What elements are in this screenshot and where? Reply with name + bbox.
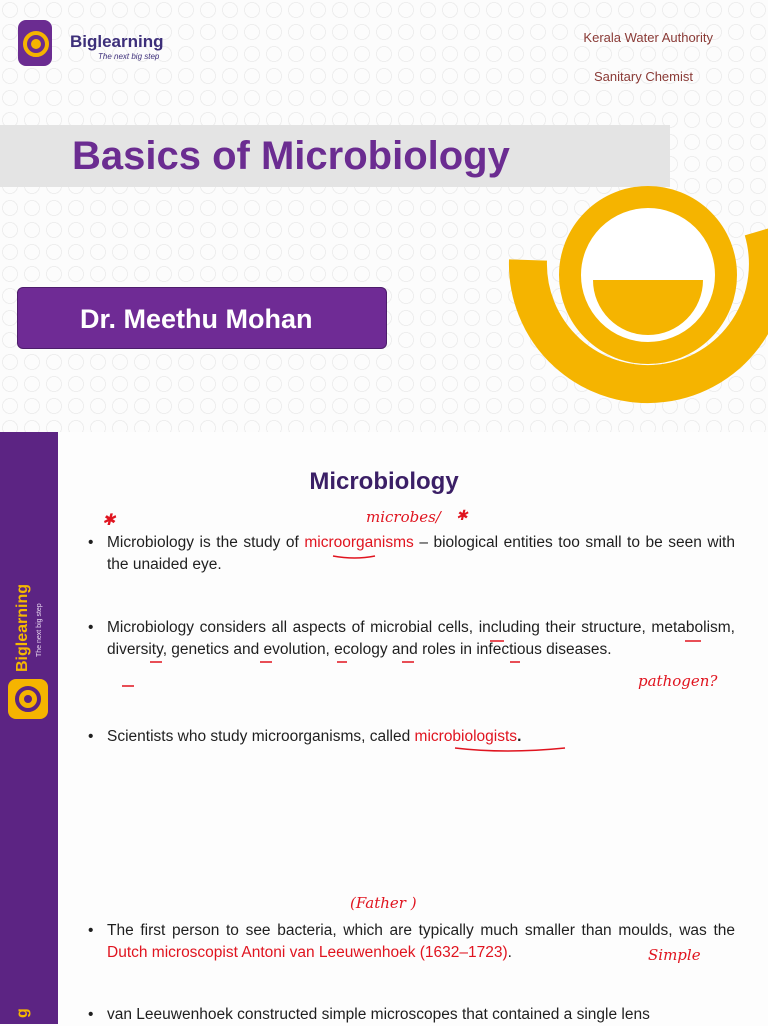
content-slide-history: [0, 868, 768, 1024]
annotation-simple: Simple: [648, 946, 701, 964]
highlight-term: microbiologists: [414, 728, 518, 745]
annotation-father: (Father ): [350, 894, 417, 912]
annotation-star-icon: ✱: [102, 510, 116, 529]
text-segment: Scientists who study microorganisms, called: [107, 728, 415, 745]
logo-tagline: The next big step: [98, 52, 160, 61]
annotation-father-text: Father: [355, 894, 406, 912]
bullet-text: [107, 920, 735, 964]
organization-name: Kerala Water Authority: [583, 30, 713, 45]
title-slide: [0, 0, 768, 432]
sidebar-brand: Biglearning: [14, 583, 31, 672]
brand-sidebar: [0, 432, 58, 868]
bullet-text: Microbiology considers all aspects of microbial cells, including their structure, metabolism, diversity, genetics and evolution, ecology and roles in infectious diseases.: [107, 619, 735, 658]
text-segment: .: [507, 944, 512, 961]
highlight-term: microorganisms: [304, 534, 414, 551]
annotation-star-icon: ✱: [456, 508, 468, 524]
bullet-marker: •: [88, 728, 94, 745]
author-name: Dr. Meethu Mohan: [80, 304, 313, 334]
text-segment: – biological entities too small to be seen with the unaided eye.: [107, 534, 735, 573]
brand-sidebar: [0, 868, 58, 1024]
bullet-text: [107, 726, 735, 748]
sidebar-tagline: The next big step: [36, 603, 43, 657]
decorative-smile-logo-icon: [508, 160, 768, 432]
bullet-marker: •: [88, 1006, 94, 1023]
text-segment: The first person to see bacteria, which are typically much smaller than moulds, was the: [107, 922, 735, 939]
bullet-marker: •: [88, 534, 94, 551]
sidebar-brand-partial: g: [14, 1008, 31, 1018]
bullet-marker: •: [88, 922, 94, 939]
annotation-microbes: microbes/: [366, 508, 441, 526]
content-slide-microbiology: [0, 432, 768, 868]
bullet-text: [107, 532, 735, 576]
bullet-text: van Leeuwenhoek constructed simple microscopes that contained a single lens: [107, 1006, 650, 1023]
text-segment: Microbiology is the study of: [107, 534, 305, 551]
highlight-term: Dutch microscopist Antoni van Leeuwenhoek (1632–1723): [107, 944, 508, 961]
logo-name: Biglearning: [70, 32, 164, 51]
section-heading: Microbiology: [309, 468, 459, 495]
slide-title: Basics of Microbiology: [72, 134, 510, 178]
author-banner: [17, 287, 387, 349]
sidebar-logo-icon: [6, 677, 50, 721]
biglearning-logo-icon: [18, 20, 54, 70]
text-segment: .: [517, 728, 522, 745]
annotation-pathogens: pathogen?: [638, 672, 718, 690]
position-title: Sanitary Chemist: [594, 69, 693, 84]
bullet-marker: •: [88, 619, 94, 636]
